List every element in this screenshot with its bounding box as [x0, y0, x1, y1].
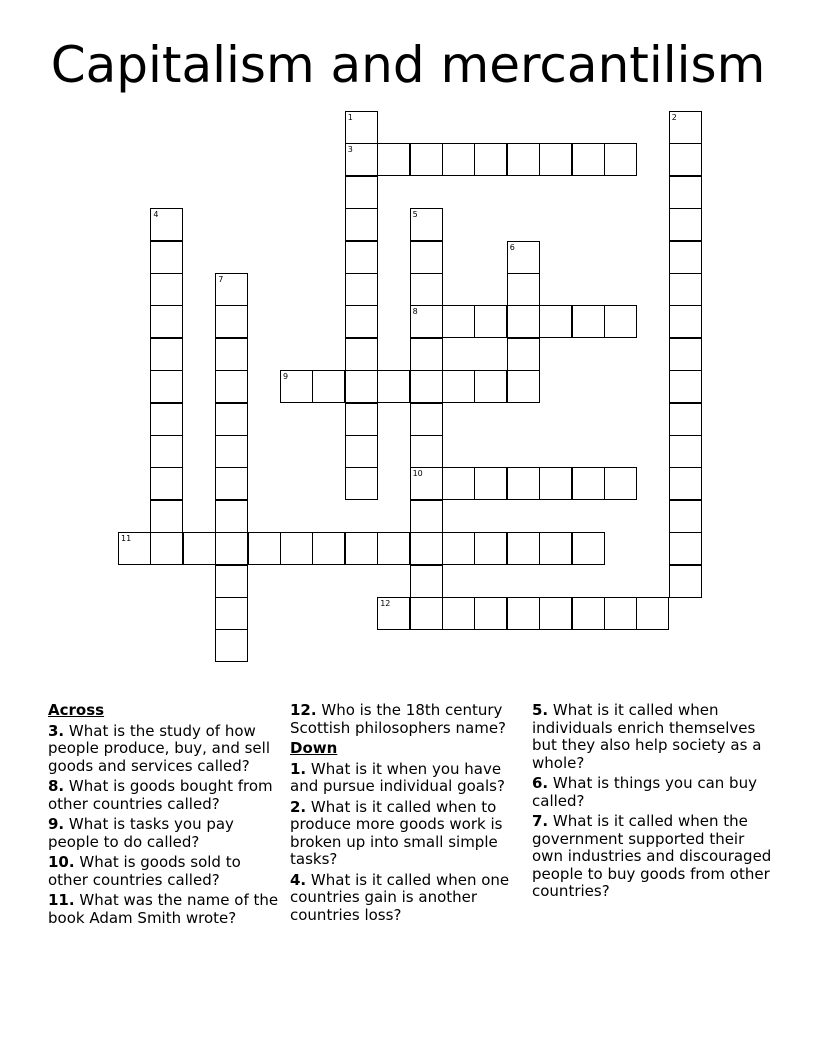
grid-cell[interactable]	[345, 532, 378, 565]
grid-cell[interactable]	[150, 435, 183, 468]
clue-text: What was the name of the book Adam Smith wrote?	[48, 891, 279, 927]
grid-cell[interactable]	[377, 370, 410, 403]
clue-text: What is goods bought from other countries called?	[48, 777, 273, 813]
grid-cell[interactable]	[150, 370, 183, 403]
grid-cell[interactable]	[474, 370, 507, 403]
clues-column-3	[532, 702, 772, 904]
grid-cell[interactable]	[669, 370, 702, 403]
clue-text: What is tasks you pay people to do called?	[48, 815, 234, 851]
grid-cell[interactable]	[345, 435, 378, 468]
grid-cell[interactable]	[410, 565, 443, 598]
clue-across-8	[48, 778, 284, 813]
grid-cell[interactable]	[507, 143, 540, 176]
clues-column-2	[290, 702, 526, 927]
grid-cell[interactable]	[345, 143, 378, 176]
cell-number: 9	[283, 372, 289, 382]
grid-cell[interactable]	[442, 305, 475, 338]
grid-cell[interactable]	[442, 597, 475, 630]
clue-text: What is it called when the government supported their own industries and discouraged people to buy goods from other countries?	[532, 812, 772, 900]
grid-cell[interactable]	[345, 273, 378, 306]
grid-cell[interactable]	[572, 597, 605, 630]
grid-cell[interactable]	[215, 565, 248, 598]
grid-cell[interactable]	[410, 435, 443, 468]
grid-cell[interactable]	[410, 403, 443, 436]
grid-cell[interactable]	[410, 467, 443, 500]
grid-cell[interactable]	[669, 403, 702, 436]
grid-cell[interactable]	[118, 532, 151, 565]
clue-text: What is it called when to produce more goods work is broken up into small simple tasks?	[290, 797, 503, 868]
page-title: Capitalism and mercantilism	[50, 36, 766, 94]
grid-cell[interactable]	[150, 241, 183, 274]
grid-cell[interactable]	[150, 467, 183, 500]
clue-number: 12.	[290, 701, 317, 719]
grid-cell[interactable]	[474, 467, 507, 500]
grid-cell[interactable]	[345, 111, 378, 144]
cell-number: 3	[347, 145, 353, 155]
grid-cell[interactable]	[442, 532, 475, 565]
cell-number: 7	[218, 275, 224, 284]
grid-cell[interactable]	[669, 241, 702, 274]
clue-text: What is it called when one countries gain is another countries loss?	[290, 870, 510, 924]
grid-cell[interactable]	[572, 305, 605, 338]
grid-cell[interactable]	[215, 629, 248, 662]
clue-number: 4.	[290, 870, 307, 889]
grid-cell[interactable]	[669, 338, 702, 371]
grid-cell[interactable]	[150, 273, 183, 306]
grid-cell[interactable]	[345, 208, 378, 241]
clue-number: 9.	[48, 815, 65, 833]
clue-text: What is goods sold to other countries called?	[48, 853, 241, 889]
clues-column-1	[48, 702, 284, 930]
grid-cell[interactable]	[410, 338, 443, 371]
grid-cell[interactable]	[604, 467, 637, 500]
grid-cell[interactable]	[312, 532, 345, 565]
grid-cell[interactable]	[150, 532, 183, 565]
clue-across-12	[290, 702, 526, 737]
clue-across-10	[48, 854, 284, 889]
grid-cell[interactable]	[442, 143, 475, 176]
grid-cell[interactable]	[280, 370, 313, 403]
grid-cell[interactable]	[410, 273, 443, 306]
grid-cell[interactable]	[669, 208, 702, 241]
grid-cell[interactable]	[150, 500, 183, 533]
grid-cell[interactable]	[669, 143, 702, 176]
grid-cell[interactable]	[345, 241, 378, 274]
grid-cell[interactable]	[669, 500, 702, 533]
grid-cell[interactable]	[507, 597, 540, 630]
grid-cell[interactable]	[150, 338, 183, 371]
grid-cell[interactable]	[215, 500, 248, 533]
grid-cell[interactable]	[345, 403, 378, 436]
grid-cell[interactable]	[474, 532, 507, 565]
down-heading: Down	[290, 739, 338, 757]
grid-cell[interactable]	[410, 305, 443, 338]
cell-number: 2	[671, 113, 677, 122]
clue-number: 10.	[48, 853, 75, 871]
grid-cell[interactable]	[669, 467, 702, 500]
grid-cell[interactable]	[215, 305, 248, 338]
grid-cell[interactable]	[507, 370, 540, 403]
grid-cell[interactable]	[377, 597, 410, 630]
grid-cell[interactable]	[539, 532, 572, 565]
clue-text: What is the study of how people produce, buy, and sell goods and services called?	[48, 721, 270, 775]
grid-cell[interactable]	[442, 370, 475, 403]
clue-text: What is things you can buy called?	[532, 774, 757, 810]
clue-number: 8.	[48, 777, 65, 795]
clue-down-6	[532, 775, 772, 810]
clue-down-5	[532, 702, 772, 772]
grid-cell[interactable]	[669, 435, 702, 468]
grid-cell[interactable]	[215, 370, 248, 403]
clue-number: 1.	[290, 759, 307, 778]
grid-cell[interactable]	[572, 143, 605, 176]
grid-cell[interactable]	[345, 370, 378, 403]
cell-number: 5	[412, 210, 418, 220]
grid-cell[interactable]	[507, 305, 540, 338]
grid-cell[interactable]	[539, 597, 572, 630]
grid-cell[interactable]	[410, 500, 443, 533]
grid-cell[interactable]	[669, 111, 702, 144]
clue-across-3	[48, 723, 284, 776]
clue-text: What is it called when individuals enrich themselves but they also help society as a whole?	[532, 701, 762, 772]
grid-cell[interactable]	[345, 338, 378, 371]
clue-down-2	[290, 799, 526, 869]
grid-cell[interactable]	[345, 467, 378, 500]
grid-cell[interactable]	[572, 532, 605, 565]
grid-cell[interactable]	[474, 143, 507, 176]
grid-cell[interactable]	[507, 532, 540, 565]
grid-cell[interactable]	[377, 143, 410, 176]
clue-number: 6.	[532, 774, 549, 792]
grid-cell[interactable]	[572, 467, 605, 500]
clue-across-11	[48, 892, 284, 927]
clue-number: 5.	[532, 701, 549, 719]
cell-number: 1	[347, 113, 353, 122]
grid-cell[interactable]	[604, 305, 637, 338]
grid-cell[interactable]	[539, 143, 572, 176]
grid-cell[interactable]	[183, 532, 216, 565]
clue-down-4	[290, 872, 526, 925]
grid-cell[interactable]	[215, 273, 248, 306]
grid-cell[interactable]	[345, 176, 378, 209]
grid-cell[interactable]	[636, 597, 669, 630]
clue-text: What is it when you have and pursue individual goals?	[290, 759, 505, 795]
clue-number: 11.	[48, 891, 75, 909]
grid-cell[interactable]	[150, 208, 183, 241]
grid-cell[interactable]	[669, 565, 702, 598]
grid-cell[interactable]	[215, 597, 248, 630]
grid-cell[interactable]	[507, 338, 540, 371]
grid-cell[interactable]	[248, 532, 281, 565]
grid-cell[interactable]	[280, 532, 313, 565]
clue-text: Who is the 18th century Scottish philosophers name?	[290, 701, 507, 737]
grid-cell[interactable]	[539, 305, 572, 338]
across-heading: Across	[48, 701, 105, 719]
grid-cell[interactable]	[410, 597, 443, 630]
grid-cell[interactable]	[507, 241, 540, 274]
grid-cell[interactable]	[410, 208, 443, 241]
grid-cell[interactable]	[669, 176, 702, 209]
grid-cell[interactable]	[507, 467, 540, 500]
cell-number: 6	[509, 242, 515, 252]
clue-number: 2.	[290, 797, 307, 816]
grid-cell[interactable]	[669, 305, 702, 338]
grid-cell[interactable]	[215, 435, 248, 468]
grid-cell[interactable]	[345, 305, 378, 338]
grid-cell[interactable]	[669, 273, 702, 306]
grid-cell[interactable]	[539, 467, 572, 500]
cell-number: 8	[412, 307, 418, 317]
cell-number: 10	[412, 469, 423, 479]
clue-down-7	[532, 813, 772, 901]
cell-number: 4	[153, 210, 159, 220]
cell-number: 11	[121, 534, 132, 544]
grid-cell[interactable]	[410, 370, 443, 403]
grid-cell[interactable]	[442, 467, 475, 500]
grid-cell[interactable]	[215, 532, 248, 565]
grid-cell[interactable]	[604, 143, 637, 176]
grid-cell[interactable]	[410, 143, 443, 176]
grid-cell[interactable]	[507, 273, 540, 306]
grid-cell[interactable]	[312, 370, 345, 403]
clue-number: 3.	[48, 721, 65, 740]
cell-number: 12	[380, 599, 391, 608]
grid-cell[interactable]	[215, 403, 248, 436]
clue-down-1	[290, 761, 526, 796]
grid-cell[interactable]	[215, 467, 248, 500]
grid-cell[interactable]	[377, 532, 410, 565]
clue-across-9	[48, 816, 284, 851]
grid-cell[interactable]	[604, 597, 637, 630]
clue-number: 7.	[532, 812, 549, 830]
grid-cell[interactable]	[150, 403, 183, 436]
grid-cell[interactable]	[410, 532, 443, 565]
grid-cell[interactable]	[474, 305, 507, 338]
grid-cell[interactable]	[150, 305, 183, 338]
grid-cell[interactable]	[669, 532, 702, 565]
grid-cell[interactable]	[215, 338, 248, 371]
grid-cell[interactable]	[410, 241, 443, 274]
grid-cell[interactable]	[474, 597, 507, 630]
